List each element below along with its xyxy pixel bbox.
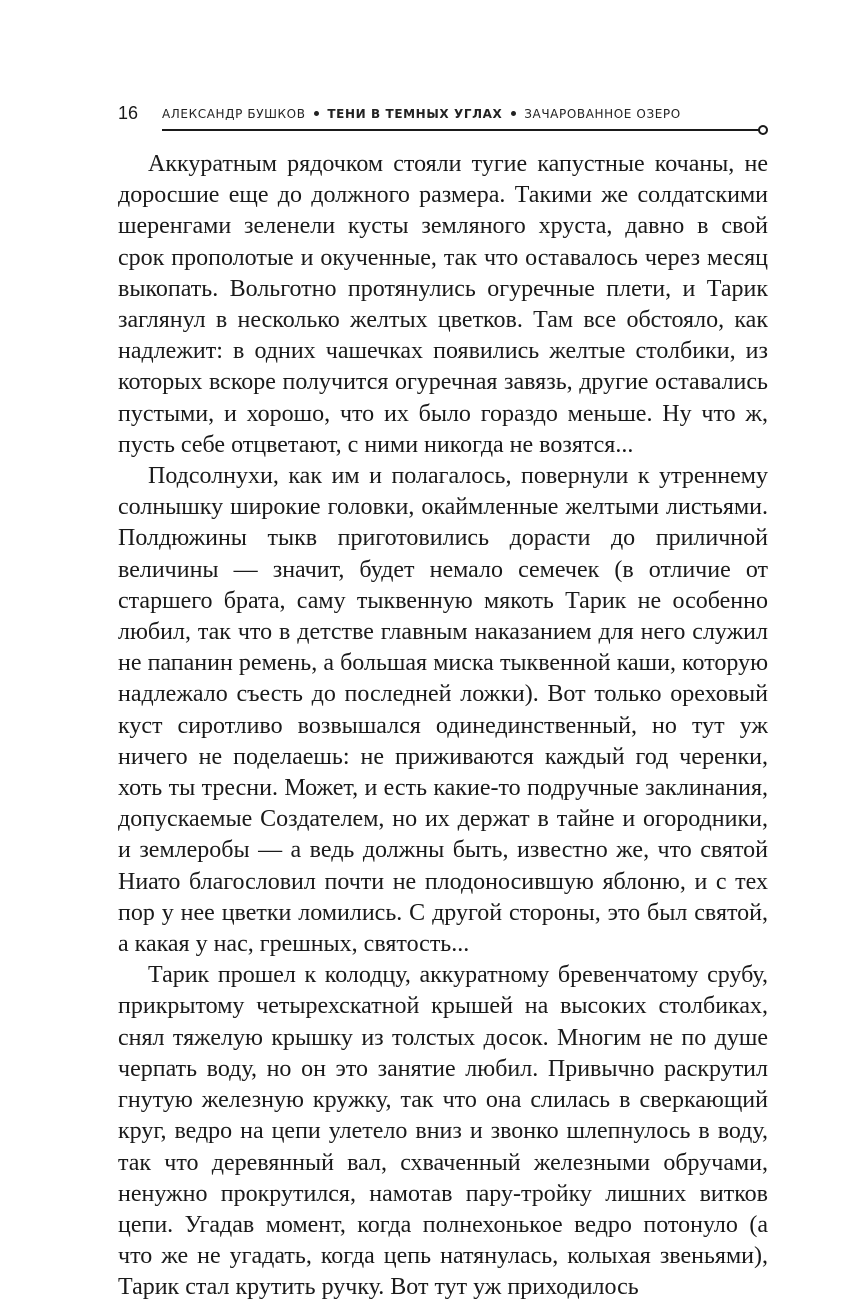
separator-dot-icon <box>511 111 516 116</box>
author-name: АЛЕКСАНДР БУШКОВ <box>162 107 306 121</box>
header-rule <box>162 129 759 131</box>
paragraph: Аккуратным рядочком стояли тугие капустные кочаны, не доросшие еще до должного размера. Такими же солдатскими шеренгами зеленели кусты земляного хруста, давно в свой срок прополотые и окученные, так что оставалось через месяц выкопать. Вольготно протянулись огуречные плети, и Тарик заглянул в несколько желтых цветков. Там все обстояло, как надлежит: в одних чашечках появились желтые столбики, из которых вскоре получится огуречная завязь, другие оставались пустыми, и хорошо, что их было гораздо меньше. Ну что ж, пусть себе отцветают, с ними никогда не возятся... <box>118 151 768 458</box>
rule-end-ring-icon <box>758 125 768 135</box>
body-text <box>118 149 768 1304</box>
separator-dot-icon <box>314 111 319 116</box>
running-head <box>162 106 681 122</box>
paragraph: Тарик прошел к колодцу, аккуратному бревенчатому срубу, прикрытому четырехскатной крышей на высоких столбиках, снял тяжелую крышку из толстых досок. Многим не по душе черпать воду, но он это занятие любил. Привычно раскрутил гнутую железную кружку, так что она слилась в сверкающий круг, ведро на цепи улетело вниз и звонко шлепнулось в воду, так что деревянный вал, схваченный железными обручами, ненужно прокрутился, намотав пару-тройку лишних витков цепи. Угадав момент, когда полнехонькое ведро потонуло (а что же не угадать, когда цепь натянулась, колыхая звеньями), Тарик стал крутить ручку. Вот тут уж приходилось <box>118 962 768 1301</box>
chapter-title: ЗАЧАРОВАННОЕ ОЗЕРО <box>524 107 681 121</box>
book-title: ТЕНИ В ТЕМНЫХ УГЛАХ <box>327 107 503 121</box>
paragraph: Подсолнухи, как им и полагалось, повернули к утреннему солнышку широкие головки, окаймленные желтыми листьями. Полдюжины тыкв приготовились дорасти до приличной величины — значит, будет немало семечек (в отличие от старшего брата, саму тыквенную мякоть Тарик не особенно любил, так что в детстве главным наказанием для него служил не папанин ремень, а большая миска тыквенной каши, которую надлежало съесть до последней ложки). Вот только ореховый куст сиротливо возвышался одинединственный, но тут уж ничего не поделаешь: не приживаются каждый год черенки, хоть ты тресни. Может, и есть какие-то подручные заклинания, допускаемые Создателем, но их держат в тайне и огородники, и землеробы — а ведь должны быть, известно же, что святой Ниато благословил почти не плодоносившую яблоню, и с тех пор у нее цветки ломились. С другой стороны, это был святой, а какая у нас, грешных, святость... <box>118 463 768 958</box>
page-number: 16 <box>118 103 139 123</box>
page-header <box>118 102 768 138</box>
